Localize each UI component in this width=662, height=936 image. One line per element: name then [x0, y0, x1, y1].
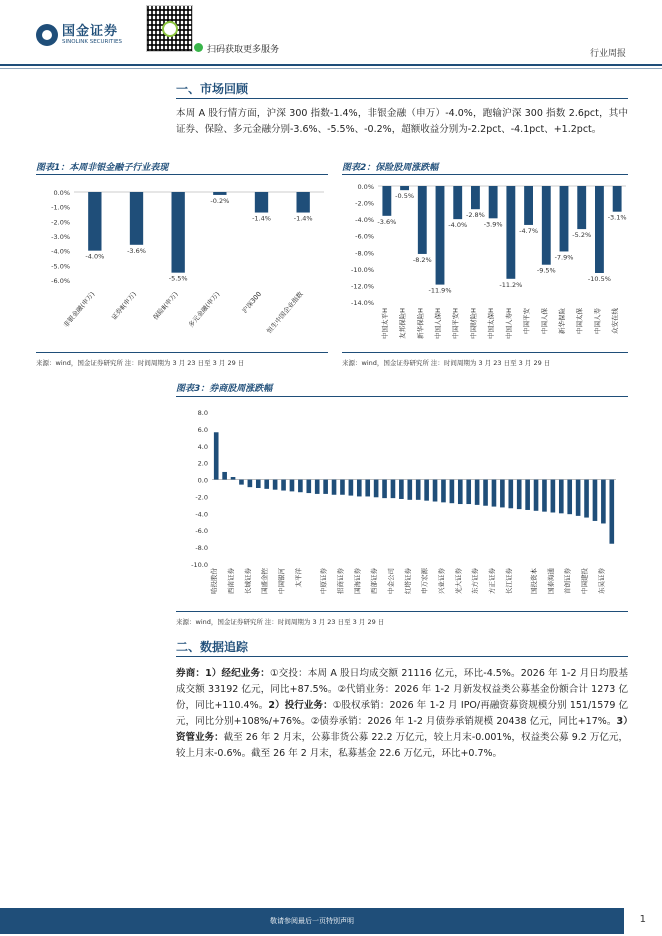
bar — [239, 480, 244, 485]
category-label: 中金公司 — [386, 568, 395, 594]
bar — [483, 480, 488, 506]
header-divider — [0, 64, 662, 66]
bar — [560, 186, 569, 251]
bar — [577, 186, 586, 229]
figure1-source: 来源：wind，国金证券研究所 注：时间周期为 3 月 23 日至 3 月 29 日 — [36, 359, 245, 367]
section1-title: 一、市场回顾 — [176, 82, 249, 96]
bar — [382, 480, 387, 499]
bar — [315, 480, 320, 494]
qr-code-icon[interactable] — [146, 5, 193, 52]
logo-cn: 国金证券 — [62, 23, 119, 39]
bar — [595, 186, 604, 273]
data-label: -0.2% — [210, 196, 230, 205]
bar — [281, 480, 286, 491]
category-label: 中国太平H — [380, 308, 389, 339]
am-label: 3）资管业务： — [176, 716, 628, 743]
category-label: 国泰海通 — [546, 568, 555, 594]
category-label: 国盛金控 — [260, 568, 269, 594]
figure1-chart — [36, 176, 328, 348]
section2-title: 二、数据追踪 — [176, 640, 249, 654]
y-tick-label: -2.0% — [51, 218, 70, 227]
figure3-rule — [176, 396, 628, 397]
category-label: 中国平安H — [451, 308, 460, 339]
category-label: 中国银河 — [277, 568, 286, 594]
y-tick-label: 0.0% — [53, 189, 70, 197]
data-label: -3.6% — [377, 217, 397, 226]
figure2-rule — [342, 174, 628, 175]
bar — [601, 480, 606, 524]
y-tick-label: 0.0% — [357, 183, 374, 191]
bar — [290, 480, 295, 492]
data-label: -3.9% — [483, 220, 503, 229]
category-label: 沪深300 — [240, 290, 264, 315]
bar — [231, 477, 236, 480]
bar — [416, 480, 421, 500]
y-tick-label: -10.0 — [191, 561, 208, 569]
brokerage-text: ①交投：本周 A 股日均成交额 21116 亿元，环比-4.5%。2026 年 1-2 月日均股基成交额 33192 亿元，同比+87.5%。②代销业务：2026 年 1-2 月新发权益类公募基金份额合计 1273 亿份，同比+110.4%。 — [176, 668, 628, 711]
figure1-rule — [36, 174, 328, 175]
section2-paragraph — [176, 666, 628, 762]
bar — [524, 186, 533, 225]
bar — [458, 480, 463, 504]
data-label: -10.5% — [587, 275, 611, 283]
broker-label: 券商：1）经纪业务： — [176, 668, 270, 679]
bar — [433, 480, 438, 502]
footer-disclaimer[interactable]: 敬请参阅最后一页特别声明 — [270, 917, 354, 925]
figure1-title: 图表1：本周非银金融子行业表现 — [36, 163, 169, 173]
bar — [297, 192, 310, 213]
header-divider-thin — [0, 68, 662, 69]
category-label: 中国人寿H — [504, 308, 513, 339]
bar — [489, 186, 498, 218]
category-label: 中原证券 — [319, 568, 328, 594]
bar — [298, 480, 303, 493]
category-label: 友邦保险H — [398, 308, 407, 339]
ib-text: ①股权承销：2026 年 1-2 月 IPO/再融资募资规模分别 151/1579 亿元，同比分别+108%/+76%。②债券承销：2026 年 1-2 月债券承销规模 20438 亿元，同比+17%。 — [176, 700, 628, 727]
y-tick-label: -10.0% — [351, 265, 374, 274]
bar — [500, 480, 505, 508]
bar — [365, 480, 370, 497]
category-label: 红塔证券 — [403, 568, 412, 594]
bar — [576, 480, 581, 516]
category-label: 众安在线 — [611, 308, 620, 334]
y-tick-label: -8.0% — [355, 249, 374, 258]
y-tick-label: 2.0 — [197, 459, 208, 468]
category-label: 长江证券 — [504, 568, 513, 594]
data-label: -1.4% — [252, 214, 271, 223]
y-tick-label: -4.0% — [51, 247, 70, 256]
wechat-icon — [194, 43, 203, 52]
bar — [471, 186, 480, 209]
bar — [450, 480, 455, 504]
bar — [453, 186, 462, 219]
data-label: -3.6% — [127, 246, 146, 255]
data-label: -4.7% — [519, 226, 539, 235]
figure2-title: 图表2：保险股周涨跌幅 — [342, 163, 439, 173]
y-tick-label: 0.0 — [197, 476, 208, 485]
bar — [436, 186, 445, 285]
category-label: 中国太保H — [487, 308, 496, 339]
brand-logo — [36, 24, 122, 46]
bar — [332, 480, 337, 495]
bar — [273, 480, 278, 490]
category-label: 保险Ⅱ(申万) — [151, 290, 180, 322]
data-label: -4.0% — [448, 221, 468, 230]
data-label: -11.9% — [428, 286, 452, 295]
category-label: 长城证券 — [243, 568, 252, 594]
y-tick-label: -14.0% — [351, 299, 374, 307]
bar — [306, 480, 311, 494]
bar — [517, 480, 522, 510]
data-label: -5.2% — [572, 231, 592, 240]
y-tick-label: -5.0% — [51, 262, 70, 271]
category-label: 哈投股份 — [210, 568, 219, 594]
y-tick-label: -6.0 — [195, 527, 208, 536]
bar — [542, 186, 551, 265]
bar — [466, 480, 471, 504]
category-label: 中国平安 — [522, 308, 531, 334]
y-tick-label: 4.0 — [197, 442, 208, 451]
category-label: 东吴证券 — [597, 568, 606, 594]
y-tick-label: -4.0 — [195, 510, 208, 519]
y-tick-label: -3.0% — [51, 233, 70, 241]
y-tick-label: 6.0 — [197, 425, 208, 434]
report-type: 行业周报 — [589, 49, 626, 59]
bar — [584, 480, 589, 518]
y-tick-label: -6.0% — [355, 232, 374, 241]
figure2-bottom-rule — [342, 352, 628, 353]
figure1-bottom-rule — [36, 352, 328, 353]
bar — [264, 480, 269, 489]
bar — [248, 480, 253, 488]
category-label: 方正证券 — [487, 568, 496, 594]
am-text: 截至 26 年 2 月末，公募非货公募 22.2 万亿元，较上月末-0.001%，权益类公募 9.2 万亿元，较上月末-0.6%。截至 26 年 2 月末，私募基金 22.6 万亿元，环比+0.7%。 — [176, 732, 628, 759]
data-label: -0.5% — [395, 192, 415, 201]
y-tick-label: -2.0 — [195, 493, 208, 502]
bar — [400, 186, 409, 190]
category-label: 中国人寿 — [593, 308, 602, 334]
bar — [340, 480, 345, 495]
category-label: 招商证券 — [336, 568, 345, 594]
category-label: 国海证券 — [353, 568, 362, 594]
category-label: 国投资本 — [530, 568, 539, 594]
category-label: 中国人保 — [540, 308, 549, 334]
section1-paragraph: 本周 A 股行情方面，沪深 300 指数-1.4%，非银金融（申万）-4.0%，跑输沪深 300 指数 2.6pct，其中证券、保险、多元金融分别-3.6%、-5.5%、-0.2%，超额收益分别为-2.2pct、-4.1pct、+1.2pct。 — [176, 108, 628, 135]
bar — [407, 480, 412, 500]
bar — [508, 480, 513, 509]
figure3-source: 来源：wind，国金证券研究所 注：时间周期为 3 月 23 日至 3 月 29 日 — [176, 618, 385, 626]
bar — [323, 480, 328, 494]
bar — [172, 192, 185, 273]
bar — [418, 186, 427, 254]
bar — [542, 480, 547, 512]
category-label: 申万宏源 — [420, 568, 429, 594]
data-label: -4.0% — [85, 252, 105, 261]
bar — [609, 480, 614, 544]
bar — [213, 192, 226, 195]
bar — [349, 480, 354, 496]
bar — [551, 480, 556, 513]
figure2-chart — [342, 176, 628, 348]
bar — [593, 480, 598, 521]
category-label: 证券Ⅱ(申万) — [109, 290, 139, 322]
bar — [374, 480, 379, 498]
scan-text: 扫码获取更多服务 — [207, 45, 280, 55]
bar — [525, 480, 530, 510]
section2-rule — [176, 656, 628, 657]
logo-en: SINOLINK SECURITIES — [62, 38, 122, 45]
figure3-chart — [176, 400, 628, 606]
category-label: 兴业证券 — [437, 568, 446, 594]
bar — [399, 480, 404, 499]
y-tick-label: -12.0% — [351, 282, 374, 291]
bar — [534, 480, 539, 511]
figure3-bottom-rule — [176, 611, 628, 612]
bar — [567, 480, 572, 515]
bar — [255, 192, 268, 213]
bar — [130, 192, 143, 245]
data-label: -1.4% — [293, 214, 313, 223]
category-label: 首创证券 — [563, 568, 572, 594]
bar — [357, 480, 362, 497]
figure2-source: 来源：wind，国金证券研究所 注：时间周期为 3 月 23 日至 3 月 29 日 — [342, 359, 551, 367]
bar — [441, 480, 446, 503]
y-tick-label: -1.0% — [51, 203, 70, 212]
category-label: 多元金融(申万) — [186, 290, 222, 330]
bar — [256, 480, 261, 488]
bar — [506, 186, 515, 279]
category-label: 新华保险H — [416, 308, 425, 339]
data-label: -9.5% — [536, 266, 556, 275]
bar — [559, 480, 564, 514]
bar — [222, 472, 227, 480]
category-label: 新华保险 — [558, 308, 566, 334]
category-label: 非银金融(申万) — [61, 290, 97, 330]
category-label: 光大证券 — [454, 568, 463, 594]
y-tick-label: 8.0 — [197, 409, 208, 417]
data-label: -2.8% — [465, 211, 485, 220]
category-label: 中国建投 — [580, 568, 589, 594]
y-tick-label: -8.0 — [195, 544, 208, 553]
bar — [391, 480, 396, 499]
data-label: -7.9% — [554, 253, 574, 262]
bar — [475, 480, 480, 505]
category-label: 中国太保 — [575, 308, 584, 334]
ib-label: 2）投行业务： — [268, 700, 333, 711]
data-label: -11.2% — [499, 280, 523, 289]
y-tick-label: -2.0% — [355, 199, 374, 208]
y-tick-label: -4.0% — [355, 216, 374, 225]
figure3-title: 图表3：券商股周涨跌幅 — [176, 384, 273, 394]
logo-icon — [36, 24, 58, 46]
category-label: 中国财险H — [469, 308, 478, 339]
bar — [424, 480, 429, 501]
bar — [492, 480, 497, 507]
bar — [382, 186, 391, 216]
category-label: 东方证券 — [471, 568, 480, 594]
bar — [613, 186, 622, 212]
category-label: 恒生中国企业指数 — [265, 290, 305, 336]
category-label: 太平洋 — [294, 568, 303, 588]
y-tick-label: -6.0% — [51, 277, 70, 285]
data-label: -8.2% — [412, 255, 432, 264]
category-label: 西南证券 — [227, 568, 236, 594]
page-number: 1 — [639, 914, 646, 925]
category-label: 中国人保H — [434, 308, 442, 339]
section1-rule — [176, 98, 628, 99]
bar — [88, 192, 101, 251]
category-label: 西部证券 — [370, 568, 379, 594]
data-label: -3.1% — [607, 213, 627, 222]
bar — [214, 432, 219, 479]
data-label: -5.5% — [168, 274, 188, 283]
